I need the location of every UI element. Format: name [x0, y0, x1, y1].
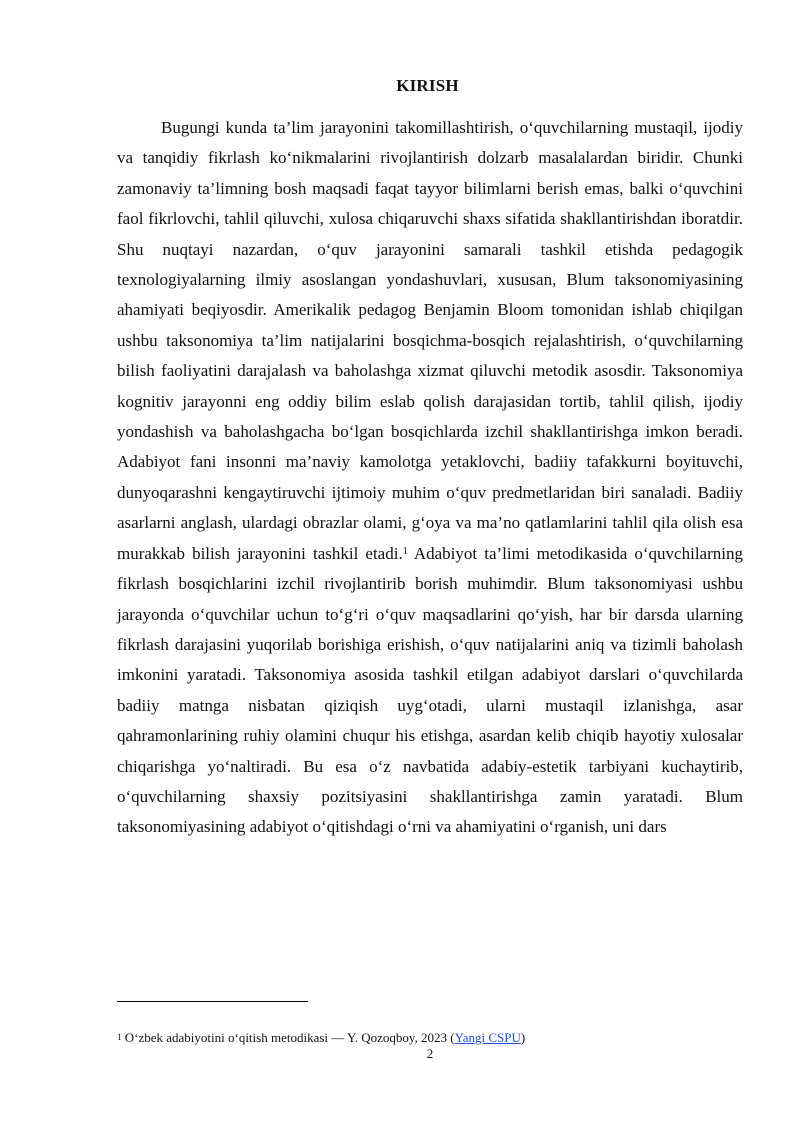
footnote-reference[interactable]: 1 [402, 545, 408, 557]
footnote-text: O‘zbek adabiyotini o‘qitish metodikasi — Y. Qozoqboy, 2023 ( [121, 1030, 455, 1045]
footnote-close-paren: ) [520, 1030, 526, 1045]
section-heading: KIRISH [396, 76, 459, 95]
body-paragraph [117, 113, 743, 843]
body-text-part2: Adabiyot ta’limi metodikasida o‘quvchilarning fikrlash bosqichlarini izchil rivojlantirib borish muhimdir. Blum taksonomiyasi ushbu jarayonda o‘quvchilar uchun to‘g‘ri o‘quv maqsadlarini qo‘yish, har bir darsda ularning fikrlash darajasini yuqorilab borishiga erishish, o‘quv natijalarini aniq va tizimli baholash imkonini yaratadi. Taksonomiya asosida tashkil etilgan adabiyot darslari o‘quvchilarda badiiy matnga nisbatan qiziqish uyg‘otadi, ularni mustaqil izlanishga, asar qahramonlarining ruhiy olamini chuqur his etishga, asardan kelib chiqib hayotiy xulosalar chiqarishga yo‘naltiradi. Bu esa o‘z navbatida adabiy-estetik tarbiyani kuchaytirib, o‘quvchilarning shaxsiy pozitsiyasini shakllantirishga zamin yaratadi. Blum taksonomiyasining adabiyot o‘qitishdagi o‘rni va ahamiyatini o‘rganish, uni dars [117, 543, 743, 837]
body-text-part1: Bugungi kunda ta’lim jarayonini takomillashtirish, o‘quvchilarning mustaqil, ijodiy va tanqidiy fikrlash ko‘nikmalarini rivojlantirish dolzarb masalalardan biridir. Chunki zamonaviy ta’limning bosh maqsadi faqat tayyor bilimlarni berish emas, balki o‘quvchini faol fikrlovchi, tahlil qiluvchi, xulosa chiqaruvchi shaxs sifatida shakllantirishdan iboratdir. Shu nuqtayi nazardan, o‘quv jarayonini samarali tashkil etishda pedagogik texnologiyalarning ilmiy asoslangan yondashuvlari, xususan, Blum taksonomiyasining ahamiyati beqiyosdir. Amerikalik pedagog Benjamin Bloom tomonidan ishlab chiqilgan ushbu taksonomiya ta’lim natijalarini bosqichma-bosqich rejalashtirish, o‘quvchilarning bilish faoliyatini darajalash va baholashga xizmat qiluvchi metodik asosdir. Taksonomiya kognitiv jarayonni eng oddiy bilim eslab qolish darajasidan tortib, tahlil qilish, ijodiy yondashish va baholashgacha bo‘lgan bosqichlarda izchil shakllantirishga imkon beradi. Adabiyot fani insonni ma’naviy kamolotga yetaklovchi, badiiy tafakkurni boyituvchi, dunyoqarashni kengaytiruvchi ijtimoiy muhim o‘quv predmetlaridan biri sanaladi. Badiiy asarlarni anglash, ulardagi obrazlar olami, g‘oya va ma’no qatlamlarini tahlil qila olish esa murakkab bilish jarayonini tashkil etadi. [117, 118, 743, 563]
footnote-separator [117, 1001, 308, 1002]
footnote-link[interactable]: Yangi CSPU [454, 1030, 521, 1045]
footnote-marker: 1 [117, 1032, 122, 1042]
footnote [117, 1030, 743, 1046]
page-number: 2 [426, 1046, 434, 1061]
